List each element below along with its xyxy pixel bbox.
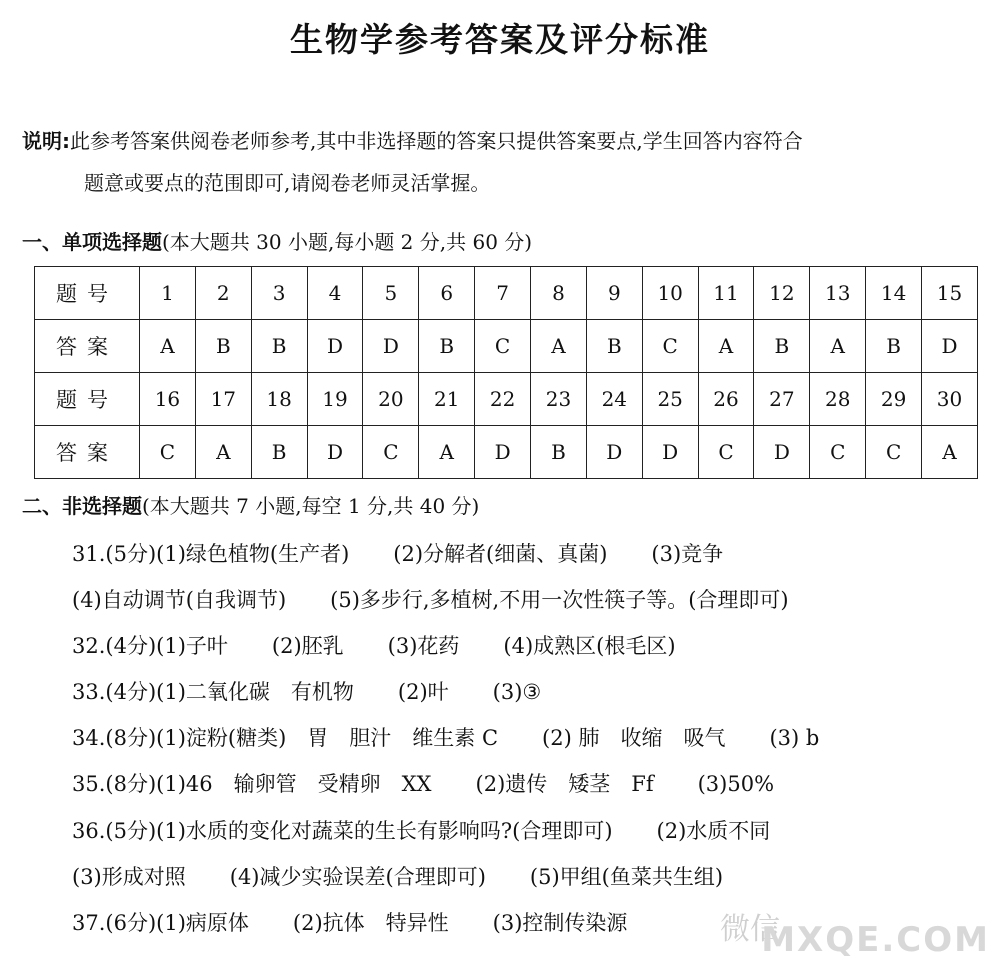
answer-item: 33.(4分)(1)二氧化碳 有机物 bbox=[72, 680, 354, 704]
question-number-cell: 22 bbox=[475, 373, 531, 426]
answer-line bbox=[72, 630, 720, 660]
answer-cell: B bbox=[531, 426, 587, 479]
question-number-cell: 16 bbox=[140, 373, 196, 426]
answer-cell: D bbox=[642, 426, 698, 479]
question-number-cell: 7 bbox=[475, 267, 531, 320]
answer-cell: A bbox=[810, 320, 866, 373]
row-header-answer: 答案 bbox=[35, 320, 140, 373]
question-number-cell: 11 bbox=[698, 267, 754, 320]
table-row-numbers-1 bbox=[35, 267, 978, 320]
answer-item: (3)花药 bbox=[387, 634, 460, 658]
question-number-cell: 27 bbox=[754, 373, 810, 426]
site-watermark: MXQE.COM bbox=[761, 920, 990, 960]
answer-item: 35.(8分)(1)46 输卵管 受精卵 XX bbox=[72, 772, 432, 796]
answer-cell: B bbox=[866, 320, 922, 373]
section-2-desc: (本大题共 7 小题,每空 1 分,共 40 分) bbox=[142, 494, 480, 518]
question-number-cell: 29 bbox=[866, 373, 922, 426]
answer-item: (2)胚乳 bbox=[271, 634, 344, 658]
answer-item: (4)成熟区(根毛区) bbox=[503, 634, 676, 658]
answer-cell: D bbox=[363, 320, 419, 373]
question-number-cell: 18 bbox=[251, 373, 307, 426]
question-number-cell: 9 bbox=[586, 267, 642, 320]
answer-item: (4)减少实验误差(合理即可) bbox=[229, 865, 486, 889]
question-number-cell: 3 bbox=[251, 267, 307, 320]
answer-cell: A bbox=[195, 426, 251, 479]
section-1-heading bbox=[22, 226, 532, 255]
question-number-cell: 21 bbox=[419, 373, 475, 426]
answer-cell: C bbox=[810, 426, 866, 479]
answer-item: 37.(6分)(1)病原体 bbox=[72, 911, 249, 935]
answer-cell: D bbox=[754, 426, 810, 479]
answer-cell: C bbox=[475, 320, 531, 373]
note-line-1: 此参考答案供阅卷老师参考,其中非选择题的答案只提供答案要点,学生回答内容符合 bbox=[70, 129, 803, 153]
row-header-number: 题号 bbox=[35, 373, 140, 426]
answer-cell: C bbox=[642, 320, 698, 373]
wechat-watermark: 微信 bbox=[720, 912, 780, 947]
answer-cell: D bbox=[475, 426, 531, 479]
answer-item: (3)控制传染源 bbox=[492, 911, 628, 935]
answer-cell: D bbox=[307, 426, 363, 479]
answer-line bbox=[72, 676, 585, 706]
question-number-cell: 24 bbox=[586, 373, 642, 426]
answer-item: (2)水质不同 bbox=[656, 819, 771, 843]
question-number-cell: 25 bbox=[642, 373, 698, 426]
question-number-cell: 10 bbox=[642, 267, 698, 320]
answer-cell: C bbox=[140, 426, 196, 479]
answer-line bbox=[72, 815, 814, 845]
answer-cell: D bbox=[307, 320, 363, 373]
question-number-cell: 1 bbox=[140, 267, 196, 320]
answer-item: (2)叶 bbox=[397, 680, 449, 704]
answer-line bbox=[72, 584, 833, 614]
question-number-cell: 20 bbox=[363, 373, 419, 426]
table-row-answers-2 bbox=[35, 426, 978, 479]
question-number-cell: 26 bbox=[698, 373, 754, 426]
section-2-heading bbox=[22, 490, 479, 519]
section-2-title: 二、非选择题 bbox=[22, 494, 142, 518]
answer-cell: B bbox=[195, 320, 251, 373]
answer-cell: A bbox=[698, 320, 754, 373]
answer-cell: D bbox=[586, 426, 642, 479]
answer-item: (2)遗传 矮茎 Ff bbox=[475, 772, 654, 796]
answer-cell: B bbox=[754, 320, 810, 373]
answer-cell: B bbox=[419, 320, 475, 373]
answer-cell: A bbox=[922, 426, 978, 479]
answer-item: (2) 肺 收缩 吸气 bbox=[542, 726, 726, 750]
question-number-cell: 30 bbox=[922, 373, 978, 426]
question-number-cell: 17 bbox=[195, 373, 251, 426]
question-number-cell: 19 bbox=[307, 373, 363, 426]
answer-cell: D bbox=[922, 320, 978, 373]
answer-item: 31.(5分)(1)绿色植物(生产者) bbox=[72, 542, 350, 566]
answer-cell: C bbox=[866, 426, 922, 479]
question-number-cell: 13 bbox=[810, 267, 866, 320]
question-number-cell: 15 bbox=[922, 267, 978, 320]
answer-item: (3)形成对照 bbox=[72, 865, 186, 889]
answer-item: (2)抗体 特异性 bbox=[292, 911, 449, 935]
question-number-cell: 4 bbox=[307, 267, 363, 320]
answer-item: (3)竞争 bbox=[651, 542, 724, 566]
answer-cell: C bbox=[363, 426, 419, 479]
answer-line bbox=[72, 907, 671, 937]
note-label: 说明: bbox=[22, 129, 70, 153]
answer-item: (4)自动调节(自我调节) bbox=[72, 588, 287, 612]
answer-item: (3)50% bbox=[697, 772, 775, 796]
answer-line bbox=[72, 722, 863, 752]
answer-table bbox=[34, 266, 978, 479]
table-row-answers-1 bbox=[35, 320, 978, 373]
answer-cell: B bbox=[586, 320, 642, 373]
answer-cell: A bbox=[140, 320, 196, 373]
section-1-desc: (本大题共 30 小题,每小题 2 分,共 60 分) bbox=[162, 230, 533, 254]
answer-line bbox=[72, 768, 818, 798]
question-number-cell: 2 bbox=[195, 267, 251, 320]
answer-cell: A bbox=[419, 426, 475, 479]
question-number-cell: 6 bbox=[419, 267, 475, 320]
question-number-cell: 23 bbox=[531, 373, 587, 426]
question-number-cell: 8 bbox=[531, 267, 587, 320]
instructions-note bbox=[22, 120, 987, 204]
answer-cell: B bbox=[251, 426, 307, 479]
question-number-cell: 14 bbox=[866, 267, 922, 320]
answer-item: (5)甲组(鱼菜共生组) bbox=[529, 865, 724, 889]
table-row-numbers-2 bbox=[35, 373, 978, 426]
row-header-answer: 答案 bbox=[35, 426, 140, 479]
answer-cell: B bbox=[251, 320, 307, 373]
answer-line bbox=[72, 861, 767, 891]
question-number-cell: 5 bbox=[363, 267, 419, 320]
page-title: 生物学参考答案及评分标准 bbox=[290, 20, 710, 59]
question-number-cell: 28 bbox=[810, 373, 866, 426]
note-line-2: 题意或要点的范围即可,请阅卷老师灵活掌握。 bbox=[84, 171, 491, 195]
answer-cell: A bbox=[531, 320, 587, 373]
answer-item: (2)分解者(细菌、真菌) bbox=[393, 542, 608, 566]
answer-item: (5)多步行,多植树,不用一次性筷子等。(合理即可) bbox=[330, 588, 789, 612]
row-header-number: 题号 bbox=[35, 267, 140, 320]
answer-item: 34.(8分)(1)淀粉(糖类) 胃 胆汁 维生素 C bbox=[72, 726, 499, 750]
answer-item: (3)③ bbox=[492, 680, 542, 704]
section-1-title: 一、单项选择题 bbox=[22, 230, 162, 254]
answer-line bbox=[72, 538, 767, 568]
answer-item: 36.(5分)(1)水质的变化对蔬菜的生长有影响吗?(合理即可) bbox=[72, 819, 613, 843]
answer-cell: C bbox=[698, 426, 754, 479]
question-number-cell: 12 bbox=[754, 267, 810, 320]
answer-item: 32.(4分)(1)子叶 bbox=[72, 634, 228, 658]
answer-item: (3) b bbox=[769, 726, 820, 750]
